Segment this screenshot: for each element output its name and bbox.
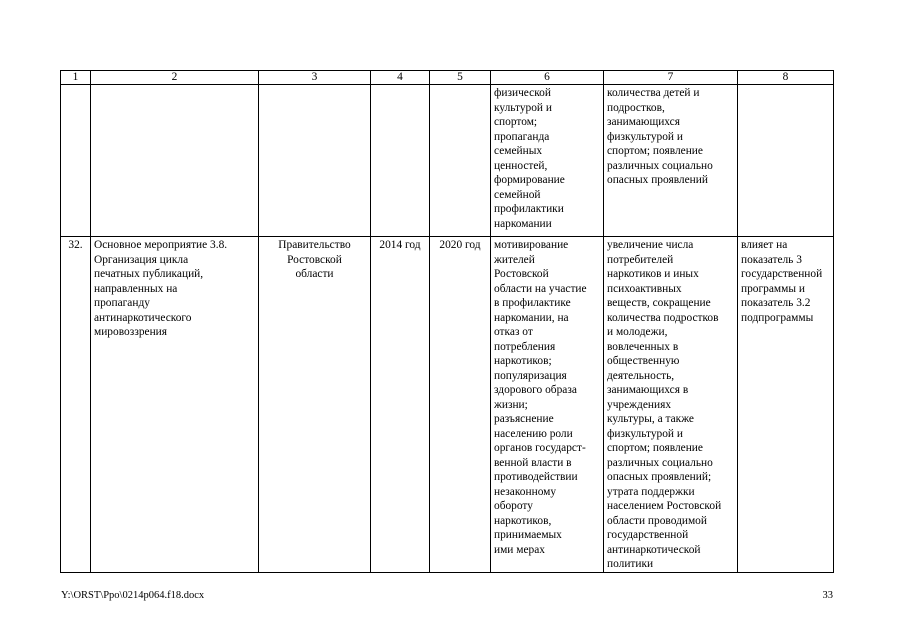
- cell-expected-result: физической культурой и спортом; пропаганда семейных ценностей, формирование семейной профилактики наркомании: [491, 85, 604, 237]
- cell-indicator-link: [738, 85, 834, 237]
- cell-start-year: [371, 85, 430, 237]
- column-header-6: 6: [491, 71, 604, 85]
- table-row-32: [61, 237, 834, 573]
- cell-executor: [259, 85, 371, 237]
- cell-expected-result: мотивирование жителей Ростовской области на участие в профилактике наркомании, на отказ от потребления наркотиков; популяризация здорового образа жизни; разъяснение населению роли органов государст- венной власти в противодействии незаконному обороту наркотиков, принимаемых ими мерах: [491, 237, 604, 573]
- column-header-8: 8: [738, 71, 834, 85]
- cell-end-year: 2020 год: [430, 237, 491, 573]
- cell-number: [61, 85, 91, 237]
- cell-start-year: 2014 год: [371, 237, 430, 573]
- column-header-7: 7: [604, 71, 738, 85]
- column-header-5: 5: [430, 71, 491, 85]
- cell-number: 32.: [61, 237, 91, 573]
- column-header-4: 4: [371, 71, 430, 85]
- table-row-continuation: [61, 85, 834, 237]
- cell-end-year: [430, 85, 491, 237]
- program-activities-table: [60, 70, 834, 573]
- cell-indicator-link: влияет на показатель 3 государственной программы и показатель 3.2 подпрограммы: [738, 237, 834, 573]
- cell-activity: [91, 85, 259, 237]
- footer-file-path: Y:\ORST\Ppo\0214p064.f18.docx: [61, 590, 205, 601]
- column-header-2: 2: [91, 71, 259, 85]
- column-number-header-row: [61, 71, 834, 85]
- column-header-3: 3: [259, 71, 371, 85]
- cell-consequences: увеличение числа потребителей наркотиков и иных психоактивных веществ, сокращение количества подростков и молодежи, вовлеченных в общественную деятельность, занимающихся в учреждениях культуры, а также физкультурой и спортом; появление различных социально опасных проявлений; утрата поддержки населением Ростовской области проводимой государственной антинаркотической политики: [604, 237, 738, 573]
- cell-activity: Основное мероприятие 3.8. Организация цикла печатных публикаций, направленных на пропаганду антинаркотического мировоззрения: [91, 237, 259, 573]
- cell-executor: Правительство Ростовской области: [259, 237, 371, 573]
- column-header-1: 1: [61, 71, 91, 85]
- footer-page-number: 33: [822, 590, 833, 601]
- cell-consequences: количества детей и подростков, занимающихся физкультурой и спортом; появление различных социально опасных проявлений: [604, 85, 738, 237]
